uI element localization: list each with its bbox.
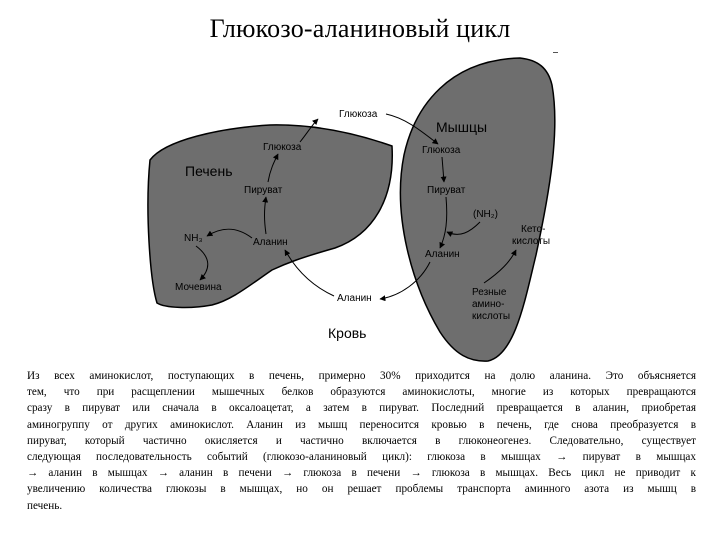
liver-nh3-label: NH₃ bbox=[184, 233, 203, 244]
liver-label: Печень bbox=[185, 163, 233, 179]
muscle-glucose-label: Глюкоза bbox=[422, 145, 461, 156]
blood-label: Кровь bbox=[328, 325, 367, 341]
paragraph-line: тем, что при расщеплении мышечных белков образуются аминокислоты, многие из которых превращаются bbox=[27, 386, 696, 399]
muscle-label: Мышцы bbox=[436, 119, 488, 135]
amino-acids-label-3: кислоты bbox=[472, 311, 511, 322]
keto-acids-label-1: Кето- bbox=[521, 224, 546, 235]
keto-acids-label-2: кислоты bbox=[512, 236, 551, 247]
amino-acids-label-1: Резные bbox=[472, 287, 507, 298]
muscle-alanine-label: Аланин bbox=[425, 249, 460, 260]
description-paragraph bbox=[27, 368, 696, 514]
paragraph-line: сразу в пируват или сначала в оксалоацетат, а затем в пируват. Последний превращается в аланин, приобретая bbox=[27, 402, 696, 415]
muscle-nh2-label: (NH₂) bbox=[473, 209, 498, 220]
liver-urea-label: Мочевина bbox=[175, 282, 222, 293]
blood-glucose-label: Глюкоза bbox=[339, 109, 378, 120]
liver-pyruvate-label: Пируват bbox=[244, 185, 283, 196]
amino-acids-label-2: амино- bbox=[472, 299, 505, 310]
paragraph-line: → аланин в мышцах → аланин в печени → глюкоза в печени → глюкоза в мышцах. Весь цикл не приводит к bbox=[27, 467, 696, 480]
paragraph-line: увеличению количества глюкозы в мышцах, но он решает проблемы транспорта аминного азота из мышц в bbox=[27, 483, 696, 496]
paragraph-line: аминогруппу от других аминокислот. Аланин из мышц переносится кровью в печень, где снова преобразуется в bbox=[27, 418, 696, 431]
liver-alanine-label: Аланин bbox=[253, 237, 288, 248]
muscle-pyruvate-label: Пируват bbox=[427, 185, 466, 196]
paragraph-line: печень. bbox=[27, 499, 63, 512]
page-title: Глюкозо-аланиновый цикл bbox=[209, 14, 511, 43]
paragraph-line: Из всех аминокислот, поступающих в печень, примерно 30% приходится на долю аланина. Это объясняется bbox=[27, 370, 696, 382]
blood-alanine-label: Аланин bbox=[337, 293, 372, 304]
liver-glucose-label: Глюкоза bbox=[263, 142, 302, 153]
paragraph-line: пируват, который частично окисляется и частично включается в глюконеогенез. Следовательно, существует bbox=[27, 434, 696, 447]
paragraph-line: следующая последовательность событий (глюкозо-аланиновый цикл): глюкоза в мышцах → пируват в мышцах bbox=[27, 451, 696, 464]
